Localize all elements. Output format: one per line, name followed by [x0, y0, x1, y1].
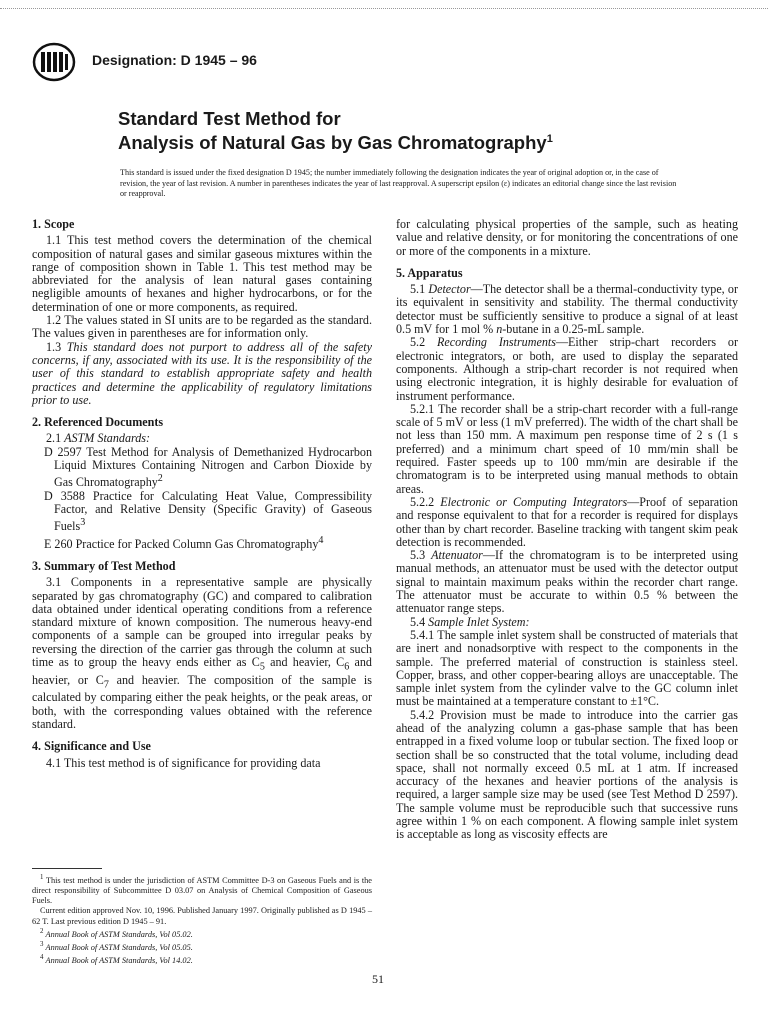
- designation: Designation: D 1945 – 96: [92, 52, 257, 68]
- reference-e260: E 260 Practice for Packed Column Gas Chromatography$^4$: [44, 534, 324, 551]
- para-3-1: 3.1 Components in a representative sample are physically separated by gas chromatography (GC) and compared to calibration data obtained under identical operating conditions from a reference standard mixture of known composition. The numerous heavy-end components of a sample can be grouped into irregular peaks by reversing the direction of the carrier gas through the column at such time as to group the heavy ends either as $C_5$ and heavier, $C_6$ and heavier, or $C_7$ and heavier. The composition of the sample is calculated by comparing either the peak heights, or the peak areas, or both, with the corresponding values obtained with the reference standard.: [32, 575, 372, 731]
- para-5-2-1: 5.2.1 The recorder shall be a strip-chart recorder with a full-range scale of 5 mV or less (1 mV preferred). The width of the chart shall be not less than 150 mm. A maximum pen response time of 2 s (1 s preferred) and a minimum chart speed of 10 mm/min shall be required. Faster speeds up to 100 mm/min are desirable if the chromatogram is to be interpreted using manual methods to obtain areas.: [396, 401, 738, 496]
- para-2-1: 2.1 ASTM Standards:: [46, 431, 151, 446]
- para-1-2: 1.2 The values stated in SI units are to be regarded as the standard. The values given in parentheses are for information only.: [32, 313, 372, 341]
- section-3-heading: 3. Summary of Test Method: [32, 558, 176, 573]
- para-5-1: 5.1 Detector—The detector shall be a thermal-conductivity type, or its equivalent in sensitivity and stability. The thermal conductivity detector must be sufficiently sensitive to produce a signal of at least 0.5 mV for 1 mol % n-butane in a 0.25-mL sample.: [396, 282, 739, 337]
- left-column: [32, 218, 372, 770]
- page-number: 51: [372, 972, 384, 986]
- document-title: [118, 108, 678, 153]
- title-line-2: Analysis of Natural Gas by Gas Chromatography$^1$: [118, 132, 553, 154]
- top-scan-line: [0, 8, 768, 9]
- right-column: [396, 218, 738, 842]
- section-4-heading: 4. Significance and Use: [32, 739, 151, 754]
- para-1-1: 1.1 This test method covers the determination of the chemical composition of natural gases and similar gaseous mixtures within the range of composition shown in Table 1. This test method may be abbreviated for the analysis of lean natural gases containing negligible amounts of hexanes and higher hydrocarbons, or for the determination of one or more components, as required.: [32, 233, 372, 314]
- para-5-4-2: 5.4.2 Provision must be made to introduce into the carrier gas ahead of the analyzing column a gas-phase sample that has been entrapped in a fixed volume loop or tubular section. The fixed loop or section shall be so constructed that the total volume, including dead space, shall not normally exceed 0.5 mL at 1 atm. If increased accuracy of the hexanes and heavier portions of the analysis is required, a larger sample size may be used (see Test Method D 2597). The sample volume must be reproducible such that successive runs agree within 1 % on each component. A flowing sample inlet system is acceptable as long as viscosity effects are: [396, 707, 738, 842]
- footnote-4: $^4$ Annual Book of ASTM Standards, Vol 14.02.: [40, 953, 193, 965]
- section-2-heading: 2. Referenced Documents: [32, 415, 164, 430]
- footnote-1: $^1$ This test method is under the jurisdiction of ASTM Committee D-3 on Gaseous Fuels and is the direct responsibility of Subcommittee D 03.07 on Analysis of Chemical Composition of Gaseous Fuels.: [32, 874, 372, 906]
- para-4-1-continued: for calculating physical properties of the sample, such as heating value and relative density, or for monitoring the concentrations of one or more of the components in a mixture.: [396, 217, 738, 258]
- standard-notice: This standard is issued under the fixed designation D 1945; the number immediately following the designation indicates the year of original adoption or, in the case of revision, the year of last revision. A number in parentheses indicates the year of last reapproval. A superscript epsilon (ε) indicates an editorial change since the last revision or reapproval.: [120, 168, 677, 198]
- section-5-heading: 5. Apparatus: [396, 265, 463, 280]
- para-5-2-2: 5.2.2 Electronic or Computing Integrators—Proof of separation and response equivalent to that for a recorder is required for displays other than by chart recorder. Baseline tracking with tangent skim peak detection is recommended.: [396, 494, 738, 549]
- title-line-1: Standard Test Method for: [118, 108, 341, 129]
- footnote-1-edition: Current edition approved Nov. 10, 1996. Published January 1997. Originally published as D 1945 – 62 T. Last previous edition D 1945 – 91.: [32, 906, 372, 926]
- para-5-2: 5.2 Recording Instruments—Either strip-chart recorders or electronic integrators, or both, are used to display the separated components. Although a strip-chart recorder is not required when using electronic integration, it is highly desirable for evaluation of instrument performance.: [396, 335, 739, 403]
- para-1-3: 1.3 This standard does not purport to address all of the safety concerns, if any, associated with its use. It is the responsibility of the user of this standard to establish appropriate safety and health practices and determine the applicability of regulatory limitations prior to use.: [32, 339, 372, 407]
- para-5-4-1: 5.4.1 The sample inlet system shall be constructed of materials that are inert and nonadsorptive with respect to the components in the sample. The preferred material of construction is stainless steel. Copper, brass, and other copper-bearing alloys are unacceptable. The sample inlet system from the cylinder valve to the GC column inlet must be maintained at a temperature constant to ±1°C.: [396, 627, 738, 709]
- footnote-2: $^2$ Annual Book of ASTM Standards, Vol 05.02.: [40, 927, 193, 939]
- para-5-4: 5.4 Sample Inlet System:: [410, 614, 530, 629]
- reference-d2597: D 2597 Test Method for Analysis of Demethanized Hydrocarbon Liquid Mixtures Containing Nitrogen and Carbon Dioxide by Gas Chromatography$^2$: [44, 444, 372, 490]
- section-1-heading: 1. Scope: [32, 217, 75, 231]
- para-4-1: 4.1 This test method is of significance for providing data: [46, 755, 321, 770]
- footnote-rule: [32, 868, 102, 869]
- astm-logo-icon: [32, 42, 76, 82]
- footnotes: [32, 868, 372, 966]
- para-5-3: 5.3 Attenuator—If the chromatogram is to be interpreted using manual methods, an attenuator must be used with the detector output signal to maintain maximum peaks within the recorder chart range. The attenuator must be accurate to within 0.5 % between the attenuator range steps.: [396, 548, 738, 616]
- reference-d3588: D 3588 Practice for Calculating Heat Value, Compressibility Factor, and Relative Density (Specific Gravity) of Gaseous Fuels$^3$: [44, 488, 372, 534]
- footnote-3: $^3$ Annual Book of ASTM Standards, Vol 05.05.: [40, 940, 193, 952]
